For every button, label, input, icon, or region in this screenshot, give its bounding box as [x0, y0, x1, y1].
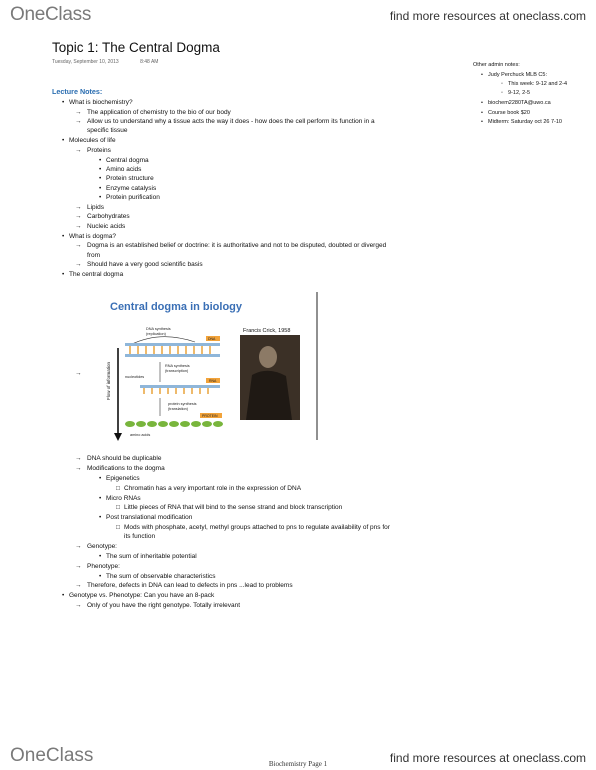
note-line: • Amino acids	[99, 166, 142, 173]
note-line: • Enzyme catalysis	[99, 185, 157, 192]
note-line: → Should have a very good scientific basis	[75, 261, 203, 268]
flow-axis-label: Flow of information	[106, 361, 111, 400]
note-line: • Post translational modification	[99, 514, 193, 521]
svg-text:PROTEIN: PROTEIN	[202, 414, 218, 418]
svg-text:(replication): (replication)	[146, 332, 166, 336]
note-line: → Only of you have the right genotype. Totally irrelevant	[75, 602, 241, 609]
figure-title: Central dogma in biology	[110, 301, 243, 313]
admin-heading: Other admin notes:	[473, 62, 520, 68]
note-line: • Protein purification	[99, 194, 160, 201]
note-line: • Protein structure	[99, 175, 154, 182]
note-line: • Molecules of life	[62, 137, 116, 144]
svg-text:(translation): (translation)	[168, 407, 189, 411]
note-date-text: Tuesday, September 10, 2013	[52, 59, 119, 65]
note-line: □ Mods with phosphate, acetyl, methyl groups attached to pns to regulate availability of pns for	[116, 524, 390, 531]
central-dogma-diagram	[100, 290, 325, 445]
note-line: • The central dogma	[62, 271, 124, 278]
svg-text:RNA: RNA	[209, 379, 217, 383]
amino-acid-chain	[125, 421, 223, 427]
note-time-text: 8:48 AM	[140, 59, 159, 65]
note-line: • Central dogma	[99, 157, 149, 164]
central-dogma-figure	[100, 290, 325, 445]
oneclass-logo[interactable]: OneClass	[10, 4, 92, 25]
note-line: • The sum of inheritable potential	[99, 553, 197, 560]
svg-text:nucleotides: nucleotides	[125, 375, 145, 379]
dna-strand	[125, 343, 220, 346]
admin-line: • biochem2280TA@uwo.ca	[481, 100, 551, 106]
note-line: → Proteins	[75, 147, 111, 154]
footer-tagline[interactable]: find more resources at oneclass.com	[389, 751, 586, 765]
note-line: • Epigenetics	[99, 475, 140, 482]
figure-arrow: →	[75, 370, 82, 377]
note-date	[52, 59, 178, 65]
footer-logo[interactable]: OneClass	[10, 745, 94, 766]
note-line: → Phenotype:	[75, 563, 120, 570]
note-line: → Carbohydrates	[75, 213, 130, 220]
svg-text:(transcription): (transcription)	[165, 369, 189, 373]
note-line: → Lipids	[75, 204, 104, 211]
svg-text:DNA: DNA	[208, 337, 216, 341]
note-line: • What is dogma?	[62, 233, 116, 240]
note-line: → Genotype:	[75, 543, 117, 550]
rna-strand	[140, 385, 220, 388]
admin-line: ◦ This week: 9-12 and 2-4	[501, 81, 568, 87]
note-line: its function	[124, 533, 156, 540]
dna-strand	[125, 354, 220, 357]
page-title: Topic 1: The Central Dogma	[52, 40, 220, 55]
admin-line: ◦ 9-12, 2-5	[501, 90, 531, 96]
note-line: • The sum of observable characteristics	[99, 573, 216, 580]
svg-text:protein synthesis: protein synthesis	[168, 402, 197, 406]
admin-line: • Course book $20	[481, 110, 530, 116]
note-line: → Nucleic acids	[75, 223, 126, 230]
note-line: → Allow us to understand why a tissue acts the way it does - how does the cell perform its function in a	[75, 118, 375, 125]
admin-line: • Judy Perchuck MLB C5:	[481, 72, 547, 78]
section-heading: Lecture Notes:	[52, 87, 103, 96]
svg-text:RNA synthesis: RNA synthesis	[165, 364, 190, 368]
note-line: → Modifications to the dogma	[75, 465, 165, 472]
admin-line: • Midterm: Saturday oct 26 7-10	[481, 119, 562, 125]
figure-credit: Francis Crick, 1958	[243, 328, 291, 334]
svg-text:DNA synthesis: DNA synthesis	[146, 327, 171, 331]
page-header	[0, 0, 596, 30]
note-line: → Therefore, defects in DNA can lead to defects in pns ...lead to problems	[75, 582, 293, 589]
note-line: specific tissue	[87, 127, 128, 134]
note-line: → Dogma is an established belief or doctrine: it is authoritative and not to be disputed, doubted or diverged	[75, 242, 387, 249]
note-line: • What is biochemistry?	[62, 99, 133, 106]
header-tagline[interactable]: find more resources at oneclass.com	[389, 9, 586, 23]
note-line: → The application of chemistry to the bio of our body	[75, 109, 231, 116]
note-line: → DNA should be duplicable	[75, 455, 162, 462]
note-line: • Genotype vs. Phenotype: Can you have an 8-pack	[62, 592, 215, 599]
page-label: Biochemistry Page 1	[268, 760, 328, 768]
note-line: □ Little pieces of RNA that will bind to the sense strand and block transcription	[116, 504, 343, 511]
note-line: from	[87, 252, 100, 259]
note-line: □ Chromatin has a very important role in the expression of DNA	[116, 485, 302, 492]
svg-text:amino acids: amino acids	[130, 433, 151, 437]
note-line: • Micro RNAs	[99, 495, 141, 502]
